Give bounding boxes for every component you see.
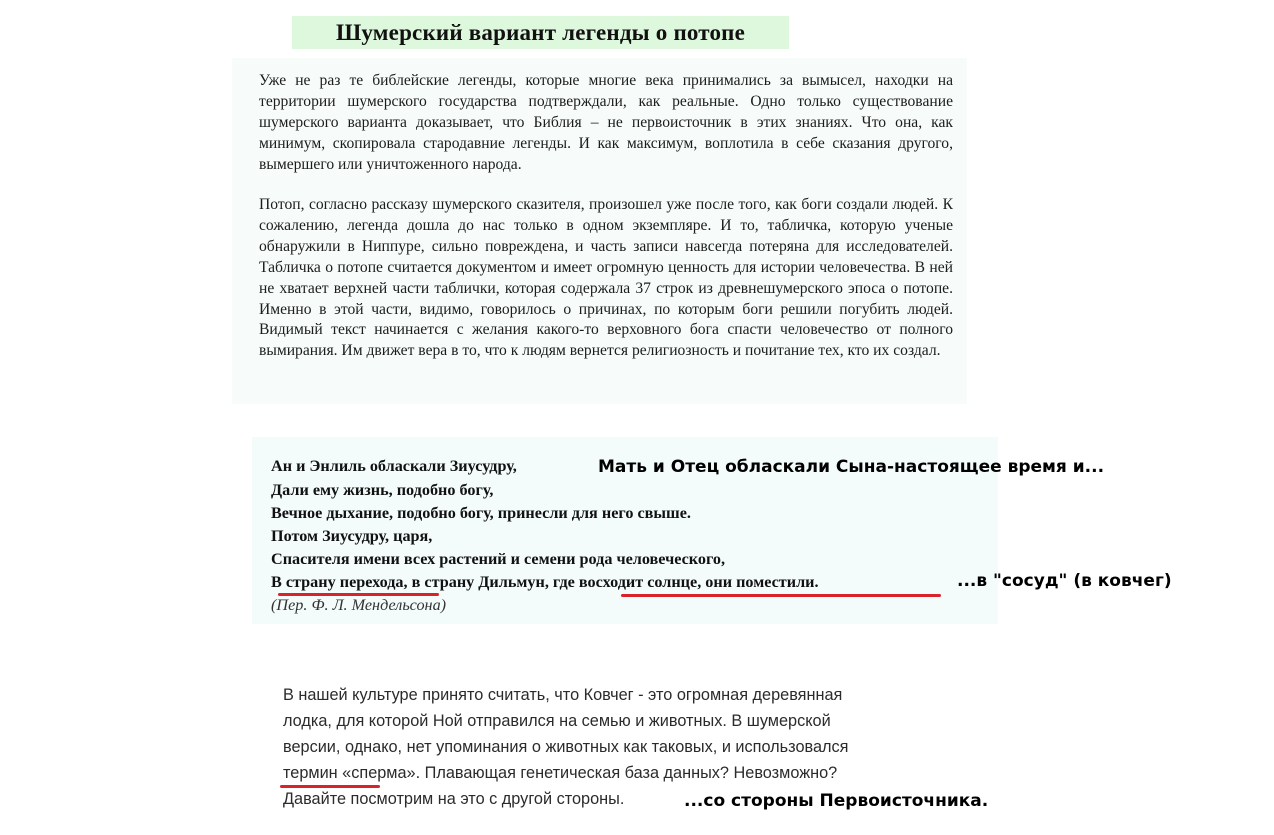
verse-attribution: (Пер. Ф. Л. Мендельсона) bbox=[271, 596, 447, 614]
annotation-note-2: ...в "сосуд" (в ковчег) bbox=[957, 571, 1172, 591]
red-underline-2 bbox=[621, 594, 941, 597]
body-line-4: термин «сперма». Плавающая генетическая база данных? Невозможно? bbox=[283, 764, 838, 782]
title-banner bbox=[292, 16, 789, 49]
verse-line-5: Спасителя имени всех растений и семени рода человеческого, bbox=[271, 550, 726, 568]
body-line-1: В нашей культуре принято считать, что Ковчег - это огромная деревянная bbox=[283, 686, 843, 704]
article-block bbox=[232, 58, 967, 404]
verse-line-3: Вечное дыхание, подобно богу, принесли для него свыше. bbox=[271, 504, 691, 522]
annotation-note-3: ...со стороны Первоисточника. bbox=[684, 791, 989, 811]
verse-line-6: В страну перехода, в страну Дильмун, где восходит солнце, они поместили. bbox=[271, 573, 819, 591]
article-paragraph-1: Уже не раз те библейские легенды, которые многие века принимались за вымысел, находки на территории шумерского государства подтверждали, как реальные. Одно только существование шумерского варианта доказывает, что Библия – не первоисточник в этих знаниях. Что она, как минимум, скопировала стародавние легенды. И как максимум, воплотила в себе сказания другого, вымершего или уничтоженного народа. bbox=[259, 72, 953, 173]
body-line-2: лодка, для которой Ной отправился на семью и животных. В шумерской bbox=[283, 712, 831, 730]
verse-line-2: Дали ему жизнь, подобно богу, bbox=[271, 481, 494, 499]
red-underline-3 bbox=[280, 785, 380, 788]
verse-line-1: Ан и Энлиль обласкали Зиусудру, bbox=[271, 457, 517, 475]
body-line-5: Давайте посмотрим на это с другой стороны. bbox=[283, 790, 625, 808]
page-title: Шумерский вариант легенды о потопе bbox=[335, 19, 746, 45]
red-underline-1 bbox=[278, 593, 439, 596]
verse-line-4: Потом Зиусудру, царя, bbox=[271, 527, 433, 545]
article-paragraph-2: Потоп, согласно рассказу шумерского сказителя, произошел уже после того, как боги создали людей. К сожалению, легенда дошла до нас только в одном экземпляре. И то, табличка, которую ученые обнаружили в Ниппуре, сильно повреждена, и часть записи навсегда потеряна для исследователей. Табличка о потопе считается документом и имеет огромную ценность для истории человечества. В ней не хватает верхней части таблички, которая содержала 37 строк из древнешумерского эпоса о потопе. Именно в этой части, видимо, говорилось о причинах, по которым боги решили погубить людей. Видимый текст начинается с желания какого-то верховного бога спасти человечество от полного вымирания. Им движет вера в то, что к людям вернется религиозность и почитание тех, кто их создал. bbox=[259, 196, 953, 360]
body-line-3: версии, однако, нет упоминания о животных как таковых, и использовался bbox=[283, 738, 849, 756]
annotation-note-1: Мать и Отец обласкали Сына-настоящее время и... bbox=[598, 457, 1105, 477]
